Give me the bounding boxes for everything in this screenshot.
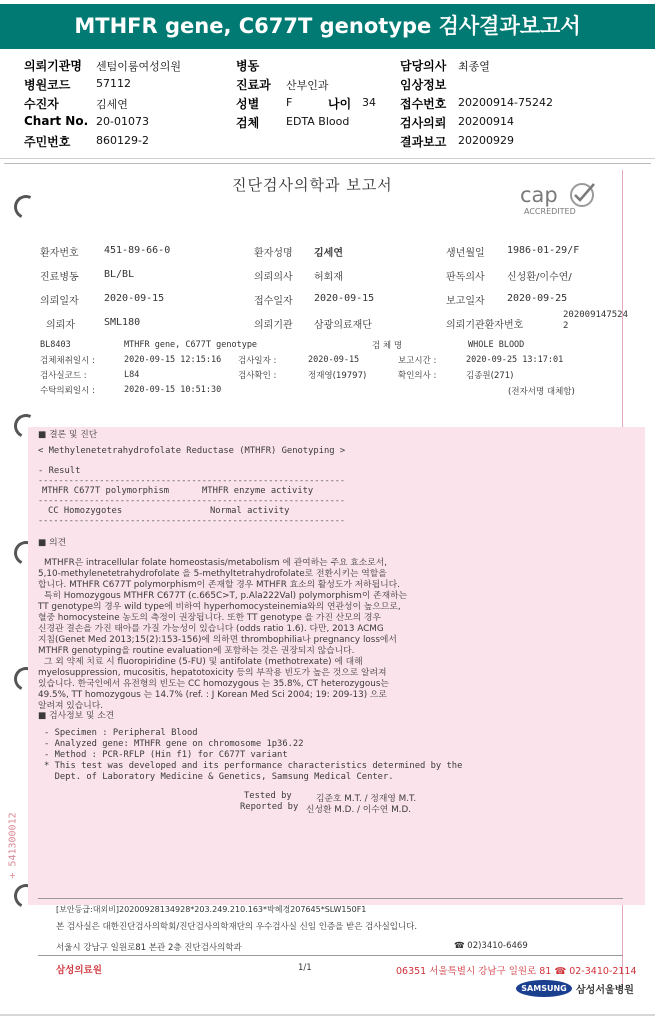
value-enzyme-activity: Normal activity: [210, 506, 290, 516]
reported-by-value: 신성환 M.D. / 이수연 M.D.: [306, 805, 412, 815]
opinion-line: 신경관 결손을 가진 태아를 가질 가능성이 있습니다 (odds ratio 1.6). 다만, 2013 ACMG: [38, 624, 384, 634]
header-divider: [0, 158, 655, 159]
value-institution-patient-no: 202009147524 2: [563, 310, 629, 331]
label-sex: 성별: [236, 97, 260, 111]
testinfo-line: - Method : PCR-RFLP (Hin f1) for C677T variant: [44, 750, 288, 760]
lab-phone: ☎ 02)3410-6469: [454, 941, 528, 951]
opinion-line: myelosuppression, mucositis, hepatotoxicity 등의 부작용 빈도가 높은 것으로 알려져: [38, 668, 387, 678]
value-receipt-no: 20200914-75242: [458, 96, 553, 109]
bottom-divider: [38, 898, 623, 899]
label-hospital-code: 병원코드: [24, 78, 71, 92]
punch-hole-mark: [11, 192, 42, 223]
scan-top-edge: [4, 163, 651, 164]
e-signature-note: (전자서명 대체함): [508, 387, 575, 397]
opinion-section-title: ■ 의견: [38, 538, 67, 548]
label-chart-no: Chart No.: [24, 114, 89, 128]
value-test-date: 2020-09-15: [308, 355, 360, 365]
value-report-date: 20200929: [458, 134, 514, 147]
label-clinical-info: 임상정보: [400, 78, 447, 92]
dash-line: ------------------------------------------------------------: [38, 496, 346, 506]
value-report-time: 2020-09-25 13:17:01: [466, 355, 564, 365]
value-sex: F: [286, 96, 293, 109]
label-department: 진료과: [236, 78, 271, 92]
label-request-date: 검사의뢰: [400, 116, 447, 130]
value-age: 34: [362, 96, 376, 109]
value-report-date: 2020-09-25: [507, 293, 568, 304]
cap-logo-text: cap: [520, 183, 558, 207]
value-request-date: 2020-09-15: [104, 293, 165, 304]
label-attending-doctor: 담당의사: [400, 59, 447, 73]
value-requesting-institution: 삼광의료재단: [314, 320, 372, 331]
label-report-time: 보고시간 :: [398, 356, 437, 366]
page-indicator: 1/1: [298, 963, 312, 973]
hospital-name-left: 삼성의료원: [56, 965, 102, 976]
side-serial-number: + 541300012: [7, 812, 19, 879]
value-reading-doctor: 신성환/이수연/: [507, 272, 572, 283]
label-reading-doctor: 판독의사: [446, 272, 485, 283]
opinion-line: 알려져 있습니다.: [38, 701, 104, 711]
brand-hospital: 삼성서울병원: [576, 985, 634, 996]
value-attending-doctor: 최종열: [458, 60, 490, 73]
results-section-title: ■ 결론 및 진단: [38, 430, 98, 440]
label-specimen-name: 검 체 명: [372, 341, 403, 351]
value-birth-date: 1986-01-29/F: [507, 245, 580, 256]
samsung-logo-text: SAMSUNG: [521, 984, 567, 993]
opinion-line: 합니다. MTHFR C677T polymorphism이 존재할 경우 MTHFR 효소의 활성도가 저하됩니다.: [38, 580, 400, 590]
certification-line: 본 검사실은 대한진단검사의학회/진단검사의학재단의 우수검사실 신임 인증을 받은 검사실입니다.: [56, 922, 418, 932]
opinion-line: 있습니다. 한국인에서 유전형의 빈도는 CC homozygous 는 35.8%, CT heterozygous는: [38, 679, 389, 689]
dash-line: ------------------------------------------------------------: [38, 516, 346, 526]
lab-address: 서울시 강남구 일원로81 본관 2층 진단검사의학과: [56, 943, 242, 953]
testinfo-section-title: ■ 검사정보 및 소견: [38, 711, 115, 721]
opinion-line: TT genotype의 경우 wild type에 비하여 hyperhomocysteinemia와의 연관성이 높으므로,: [38, 602, 401, 612]
print-info: [보안등급:대외비]20200928134928*203.249.210.163*박혜경207645*SLW150F1: [56, 905, 367, 914]
gene-line: < Methylenetetrahydrofolate Reductase (MTHFR) Genotyping >: [38, 446, 346, 456]
value-test-confirm: 정재영(19797): [308, 371, 367, 381]
reported-by-label: Reported by: [240, 802, 299, 812]
testinfo-line: Dept. of Laboratory Medicine & Genetics, Samsung Medical Center.: [44, 772, 394, 782]
testinfo-line: - Specimen : Peripheral Blood: [44, 728, 198, 738]
opinion-line: MTHFR genotyping을 routine evaluation에 포함하는 것은 권장되지 않습니다.: [38, 646, 355, 656]
value-commission-time: 2020-09-15 10:51:30: [124, 385, 222, 395]
dash-line: ------------------------------------------------------------: [38, 476, 346, 486]
label-receipt-date: 접수일자: [254, 296, 293, 307]
label-requesting-institution: 의뢰기관명: [24, 59, 82, 73]
value-requesting-institution: 센텀이룸여성의원: [96, 60, 182, 73]
value-department: 산부인과: [286, 79, 329, 92]
result-label: - Result: [38, 466, 81, 476]
label-collection-time: 검체채취일시 :: [40, 356, 95, 366]
label-request-date: 의뢰일자: [40, 296, 79, 307]
col-header-enzyme: MTHFR enzyme activity: [202, 486, 314, 496]
label-test-confirm: 검사확인 :: [238, 371, 277, 381]
col-header-polymorphism: MTHFR C677T polymorphism: [42, 486, 170, 496]
label-requesting-doctor: 의뢰의사: [254, 272, 293, 283]
value-requesting-doctor: 허회재: [314, 272, 343, 283]
value-confirm-doctor: 김종원(271): [466, 371, 514, 381]
label-confirm-doctor: 확인의사 :: [398, 371, 437, 381]
value-patient-no: 451-89-66-0: [104, 245, 171, 256]
label-test-date: 검사일자 :: [238, 356, 277, 366]
label-institution-patient-no: 의뢰기관환자번호: [446, 320, 524, 331]
bottom-divider: [38, 955, 623, 956]
label-receipt-no: 접수번호: [400, 97, 447, 111]
opinion-line: 특히 Homozygous MTHFR C677T (c.665C>T, p.Ala222Val) polymorphism이 존재하는: [44, 591, 408, 601]
value-lab-code: L84: [124, 370, 140, 380]
label-report-date: 보고일자: [446, 296, 485, 307]
value-specimen: EDTA Blood: [286, 115, 350, 128]
testinfo-line: * This test was developed and its performance characteristics determined by the: [44, 761, 463, 771]
value-polymorphism: CC Homozygotes: [48, 506, 123, 516]
footer-line: [0, 1014, 655, 1016]
test-code: BL8403: [40, 340, 71, 350]
value-resident-no: 860129-2: [96, 134, 149, 147]
value-specimen-name: WHOLE BLOOD: [468, 340, 525, 350]
opinion-line: MTHFR은 intracellular folate homeostasis/metabolism 에 관여하는 주요 효소로서,: [44, 558, 388, 568]
label-examinee: 수진자: [24, 97, 59, 111]
samsung-logo: [516, 980, 572, 997]
report-title: MTHFR gene, C677T genotype 검사결과보고서: [0, 4, 655, 49]
opinion-line: 그 외 약제 치료 시 fluoropiridine (5-FU) 및 antifolate (methotrexate) 에 대해: [44, 657, 363, 667]
label-birth-date: 생년월일: [446, 248, 485, 259]
label-lab-code: 검사실코드 :: [40, 371, 87, 381]
opinion-line: 혈중 homocysteine 농도의 측정이 권장됩니다. 또한 TT genotype 을 가진 산모의 경우: [38, 613, 382, 623]
label-resident-no: 주민번호: [24, 135, 71, 149]
label-specimen: 검체: [236, 116, 260, 130]
value-patient-name: 김세연: [314, 248, 343, 259]
footer-address: 06351 서울특별시 강남구 일원로 81 ☎ 02-3410-2114: [396, 966, 637, 977]
label-requesting-institution: 의뢰기관: [254, 320, 293, 331]
tested-by-label: Tested by: [244, 791, 292, 801]
test-name: MTHFR gene, C677T genotype: [124, 340, 258, 350]
label-patient-no: 환자번호: [40, 248, 79, 259]
label-ward: 병동: [236, 59, 260, 73]
tested-by-value: 김준호 M.T. / 정재영 M.T.: [316, 794, 417, 804]
report-heading: 진단검사의학과 보고서: [232, 176, 393, 194]
value-chart-no: 20-01073: [96, 115, 149, 128]
value-requester: SML180: [104, 317, 141, 328]
value-ward: BL/BL: [104, 269, 135, 280]
value-collection-time: 2020-09-15 12:15:16: [124, 355, 222, 365]
testinfo-line: - Analyzed gene: MTHFR gene on chromosome 1p36.22: [44, 739, 304, 749]
value-hospital-code: 57112: [96, 77, 131, 90]
label-requester: 의뢰자: [46, 320, 75, 331]
cap-accredited-logo: [518, 180, 603, 218]
opinion-line: 5,10-methylenetetrahydrofolate 을 5-methyltetrahydrofolate로 전환시키는 역할을: [38, 569, 387, 579]
value-request-date: 20200914: [458, 115, 514, 128]
value-examinee: 김세연: [96, 98, 128, 111]
cap-logo-sub: ACCREDITED: [524, 207, 576, 216]
label-patient-name: 환자성명: [254, 248, 293, 259]
label-age: 나이: [328, 97, 352, 111]
label-commission-time: 수탁의뢰일시 :: [40, 386, 95, 396]
label-report-date: 결과보고: [400, 135, 447, 149]
opinion-line: 49.5%, TT homozygous 는 14.7% (ref. : J Korean Med Sci 2004; 19: 209-13) 으로: [38, 690, 387, 700]
opinion-line: 지침(Genet Med 2013;15(2):153-156)에 의하면 thrombophilia나 pregnancy loss에서: [38, 635, 397, 645]
value-receipt-date: 2020-09-15: [314, 293, 375, 304]
label-ward: 진료병동: [40, 272, 79, 283]
